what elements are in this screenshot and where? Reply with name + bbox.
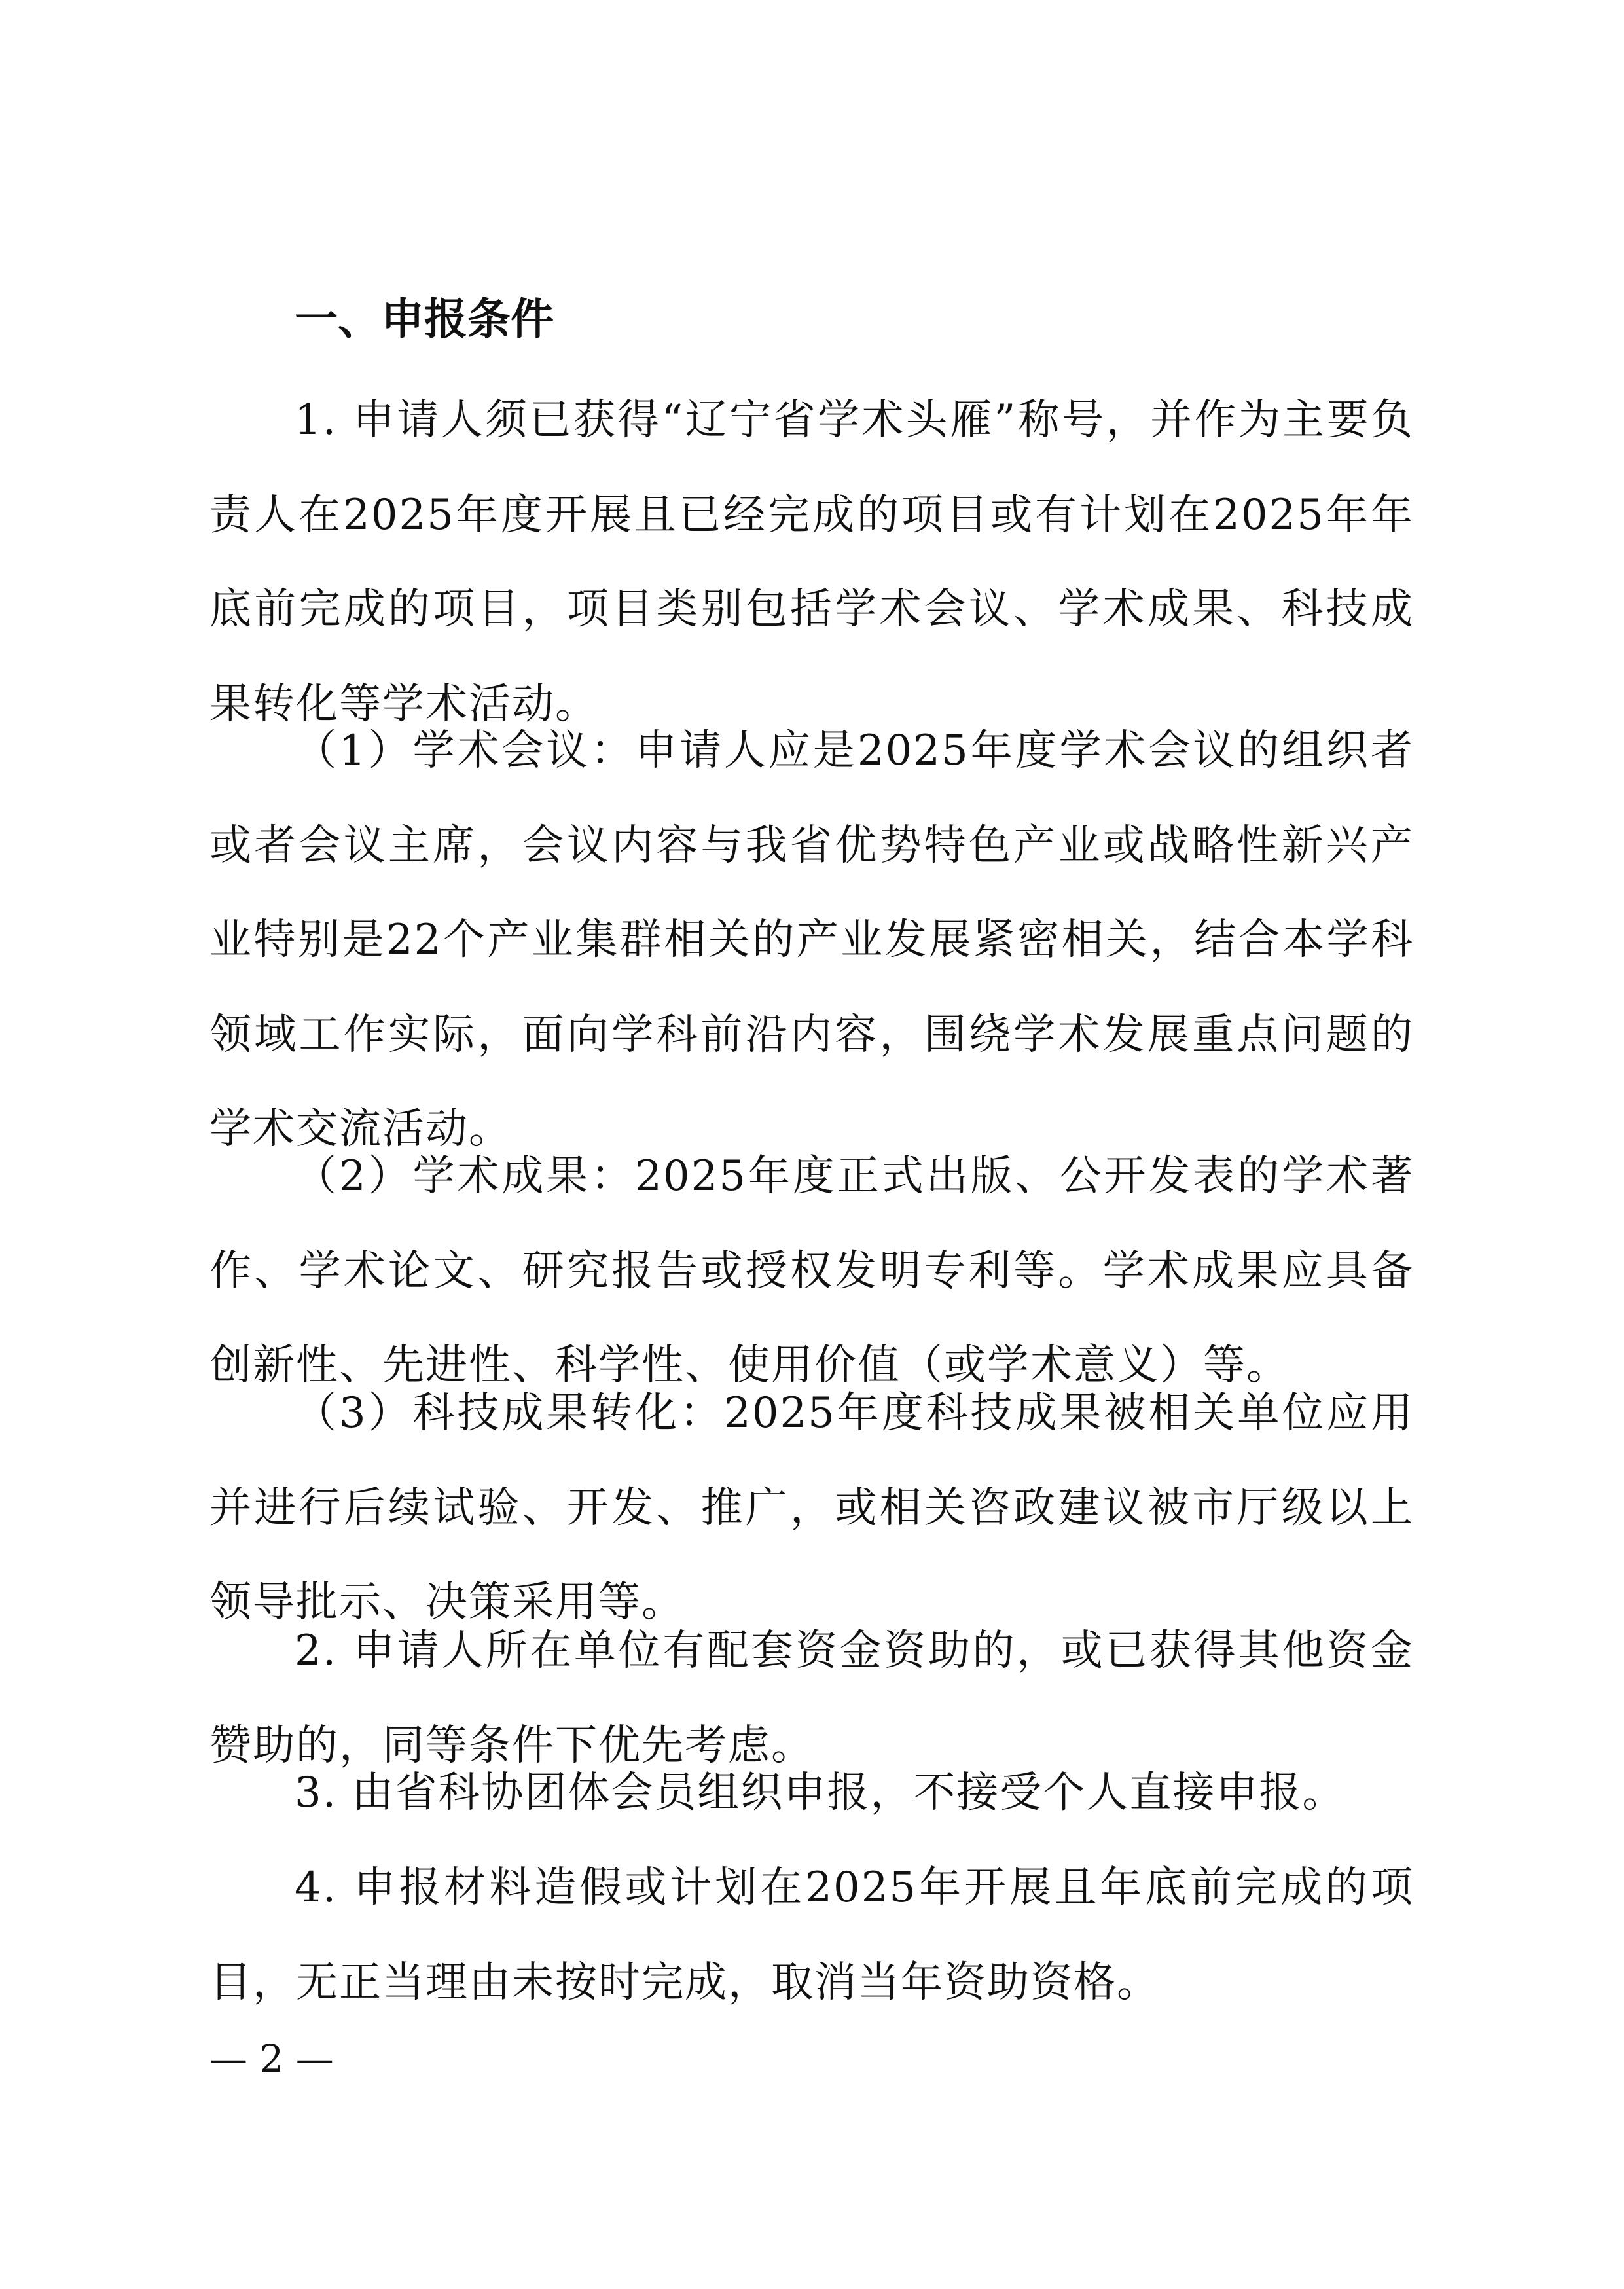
page-number: — 2 — (209, 2036, 334, 2081)
paragraph-condition-2: 2. 申请人所在单位有配套资金资助的，或已获得其他资金赞助的，同等条件下优先考虑。 (209, 1627, 1414, 1770)
paragraph-academic-achievement: （2）学术成果：2025年度正式出版、公开发表的学术著作、学术论文、研究报告或授权发明专利等。学术成果应具备创新性、先进性、科学性、使用价值（或学术意义）等。 (209, 1152, 1414, 1390)
paragraph-condition-3: 3. 由省科协团体会员组织申报，不接受个人直接申报。 (295, 1769, 1346, 1817)
paragraph-academic-conference: （1）学术会议：申请人应是2025年度学术会议的组织者或者会议主席，会议内容与我省优势特色产业或战略性新兴产业特别是22个产业集群相关的产业发展紧密相关，结合本学科领域工作实际，面向学科前沿内容，围绕学术发展重点问题的学术交流活动。 (209, 727, 1414, 1154)
paragraph-tech-transfer: （3）科技成果转化：2025年度科技成果被相关单位应用并进行后续试验、开发、推广，或相关咨政建议被市厅级以上领导批示、决策采用等。 (209, 1389, 1414, 1627)
paragraph-condition-1: 1. 申请人须已获得“辽宁省学术头雁”称号，并作为主要负责人在2025年度开展且已经完成的项目或有计划在2025年年底前完成的项目，项目类别包括学术会议、学术成果、科技成果转化等学术活动。 (209, 396, 1414, 729)
section-heading: 一、申报条件 (295, 294, 554, 344)
paragraph-condition-4: 4. 申报材料造假或计划在2025年开展且年底前完成的项目，无正当理由未按时完成，取消当年资助资格。 (209, 1864, 1414, 2007)
